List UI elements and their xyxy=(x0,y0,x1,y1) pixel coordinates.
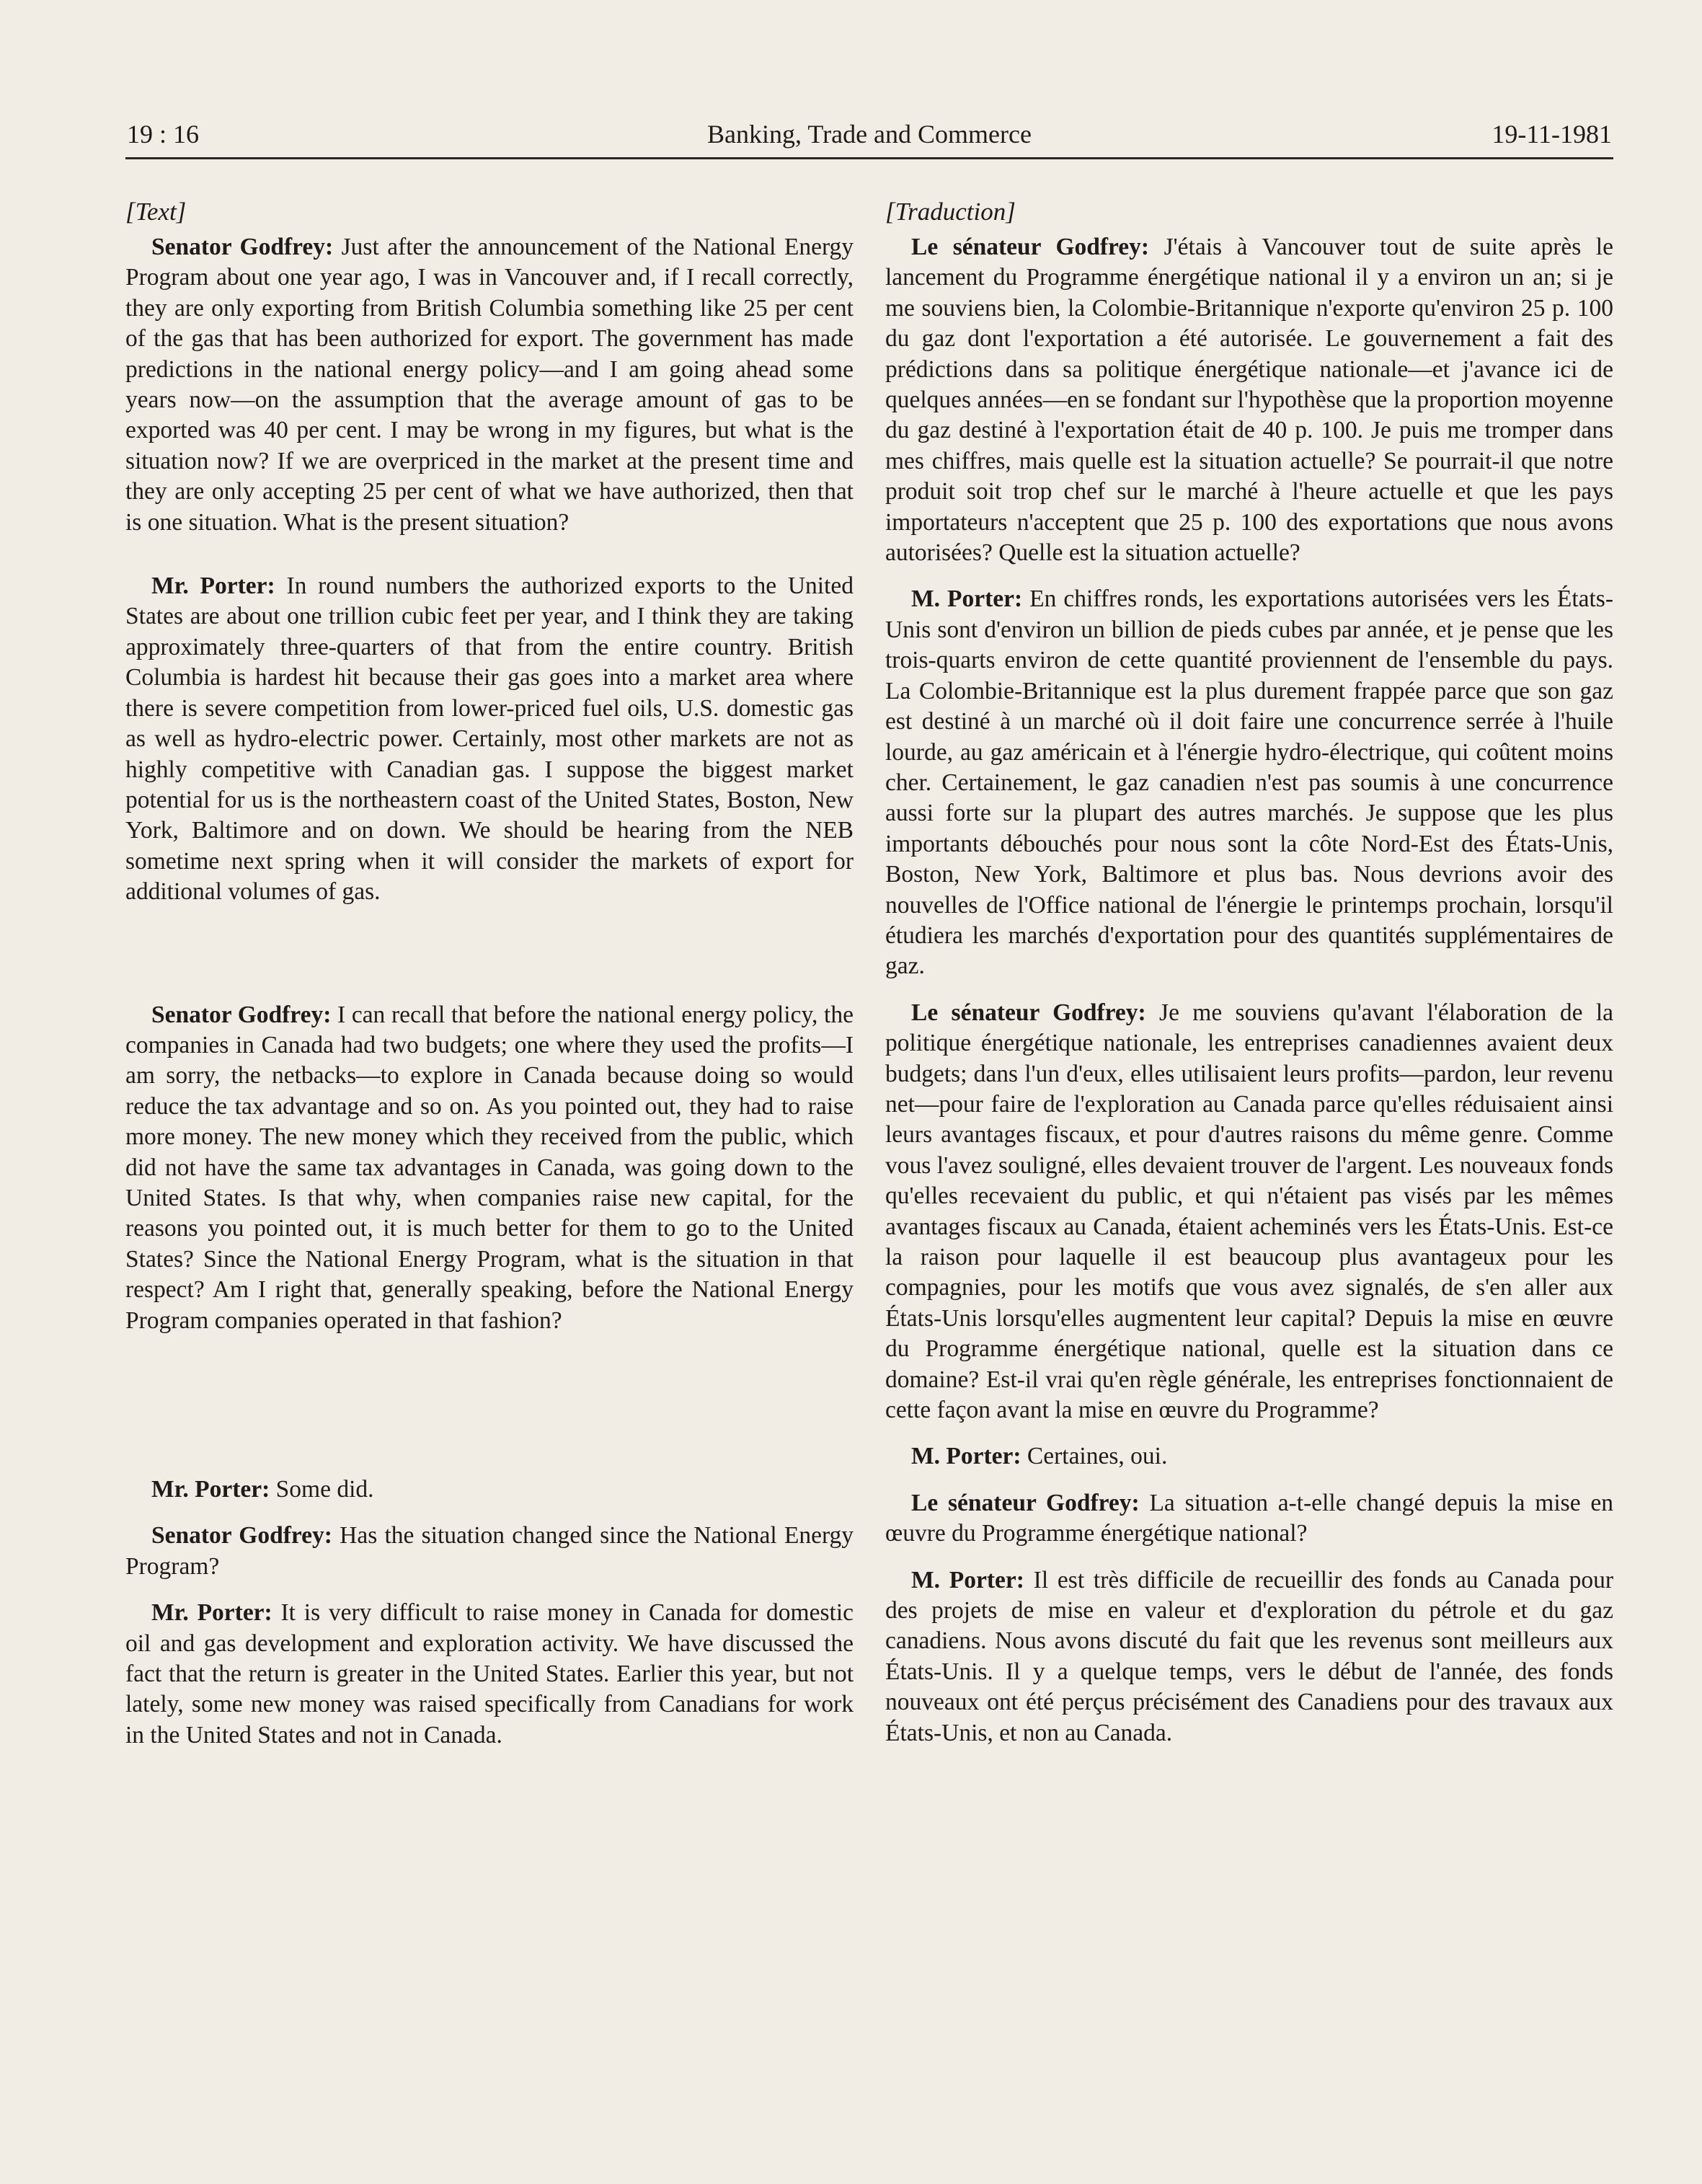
speaker-name: Le sénateur Godfrey: xyxy=(911,1489,1140,1516)
paragraph xyxy=(885,232,1613,568)
speaker-name: Senator Godfrey: xyxy=(151,1522,332,1549)
paragraph-text: Certaines, oui. xyxy=(1021,1443,1168,1470)
speaker-name: Le sénateur Godfrey: xyxy=(911,999,1146,1026)
page-number: 19 : 16 xyxy=(127,120,200,149)
paragraph-text: J'étais à Vancouver tout de suite après le lancement du Programme énergétique national il y a environ un an; si je me souviens bien, la Colombie-Britannique n'exporte qu'environ 25 p. 100 du gaz dont l'exportation a été autorisée. Le gouvernement a fait des prédictions dans sa politique énergétique nationale—et j'avance ici de quelques années—en se fondant sur l'hypothèse que la proportion moyenne du gaz destiné à l'exportation était de 40 p. 100. Je puis me tromper dans mes chiffres, mais quelle est la situation actuelle? Se pourrait-il que notre produit soit trop chef sur le marché à l'heure actuelle et que les pays importateurs n'acceptent que 25 p. 100 des exportations que nous avons autorisées? Quelle est la situation actuelle? xyxy=(885,234,1613,567)
paragraph-text: Has the situation changed since the National Energy Program? xyxy=(125,1522,854,1580)
paragraph xyxy=(125,232,854,538)
paragraph xyxy=(885,584,1613,981)
speaker-name: M. Porter: xyxy=(911,1566,1024,1593)
paragraph-text: Some did. xyxy=(270,1476,374,1503)
speaker-name: Senator Godfrey: xyxy=(151,234,334,260)
paragraph xyxy=(125,1521,854,1582)
speaker-name: M. Porter: xyxy=(911,1443,1021,1470)
paragraph-text: Just after the announcement of the National Energy Program about one year ago, I was in Vancouver and, if I recall correctly, they are only exporting from British Columbia something like 25 per cent of the gas that has been authorized for export. The government has made predictions in the national energy policy—and I am going ahead some years now—on the assumption that the average amount of gas to be exported was 40 per cent. I may be wrong in my figures, but what is the situation now? If we are overpriced in the market at the present time and they are only accepting 25 per cent of what we have authorized, then that is one situation. What is the present situation? xyxy=(125,234,854,536)
paragraph xyxy=(885,1565,1613,1748)
paragraph-text: Je me souviens qu'avant l'élaboration de la politique énergétique nationale, les entreprises canadiennes avaient deux budgets; dans l'un d'eux, elles utilisaient leurs profits—pardon, leur revenu net—pour faire de l'exploration au Canada parce qu'elles réduisaient ainsi leurs avantages fiscaux, et pour d'autres raisons du même genre. Comme vous l'avez souligné, elles devaient trouver de l'argent. Les nouveaux fonds qu'elles recevaient du public, et qui n'étaient pas visés par les mêmes avantages fiscaux au Canada, étaient acheminés vers les États-Unis. Est-ce la raison pour laquelle il est beaucoup plus avantageux pour les compagnies, pour les motifs que vous avez signalés, de s'en aller aux États-Unis lorsqu'elles augmentent leur capital? Depuis la mise en œuvre du Programme énergétique national, quelle est la situation dans ce domaine? Est-il vrai qu'en règle générale, les entreprises fonctionnaient de cette façon avant la mise en œuvre du Programme? xyxy=(885,999,1613,1424)
language-tag: [Traduction] xyxy=(885,198,1016,226)
paragraph-text: Il est très difficile de recueillir des fonds au Canada pour des projets de mise en valeur et d'exploration du pétrole et du gaz canadiens. Nous avons discuté du fait que les revenus sont meilleurs aux États-Unis. Il y a quelque temps, vers le début de l'année, des fonds nouveaux ont été perçus précisément des Canadiens pour des travaux aux États-Unis, et non au Canada. xyxy=(885,1566,1613,1746)
paragraph-text: I can recall that before the national energy policy, the companies in Canada had two budgets; one where they used the profits—I am sorry, the netbacks—to explore in Canada because doing so would reduce the tax advantage and so on. As you pointed out, they had to raise more money. The new money which they received from the public, which did not have the same tax advantages in Canada, was going down to the United States. Is that why, when companies raise new capital, for the reasons you pointed out, it is much better for them to go to the United States? Since the National Energy Program, what is the situation in that respect? Am I right that, generally speaking, before the National Energy Program companies operated in that fashion? xyxy=(125,1001,854,1334)
speaker-name: Senator Godfrey: xyxy=(151,1001,332,1028)
paragraph xyxy=(885,1441,1613,1472)
french-column xyxy=(885,196,1613,1748)
speaker-name: Mr. Porter: xyxy=(151,572,275,600)
english-column xyxy=(125,196,854,1751)
paragraph xyxy=(885,1488,1613,1549)
language-tag: [Text] xyxy=(125,198,187,226)
paragraph-text: En chiffres ronds, les exportations autorisées vers les États-Unis sont d'environ un billion de pieds cubes par année, et je pense que les trois-quarts environ de cette quantité proviennent de l'ensemble du pays. La Colombie-Britannique est la plus durement frappée parce que son gaz est destiné à un marché où il doit faire une concurrence serrée à l'huile lourde, au gaz américain et à l'énergie hydro-électrique, qui coûtent moins cher. Certainement, le gaz canadien n'est pas soumis à une concurrence aussi forte sur la plupart des autres marchés. Je suppose que les plus importants débouchés pour nous sont la côte Nord-Est des États-Unis, Boston, New York, Baltimore et plus bas. Nous devrions avoir des nouvelles de l'Office national de l'énergie le printemps prochain, lorsqu'il étudiera les marchés d'exportation pour des quantités supplémentaires de gaz. xyxy=(885,585,1613,980)
committee-name: Banking, Trade and Commerce xyxy=(707,120,1032,149)
speaker-name: Le sénateur Godfrey: xyxy=(911,234,1150,260)
paragraph-text: La situation a-t-elle changé depuis la mise en œuvre du Programme énergétique national? xyxy=(885,1489,1613,1547)
running-header xyxy=(125,115,1613,159)
speaker-name: M. Porter: xyxy=(911,585,1023,613)
paragraph xyxy=(125,1475,854,1505)
speaker-name: Mr. Porter: xyxy=(151,1476,270,1503)
paragraph-text: In round numbers the authorized exports to the United States are about one trillion cubic feet per year, and I think they are taking approximately three-quarters of that from the entire country. British Columbia is hardest hit because their gas goes into a market area where there is severe competition from lower-priced fuel oils, U.S. domestic gas as well as hydro-electric power. Certainly, most other markets are not as highly competitive with Canadian gas. I suppose the biggest market potential for us is the northeastern coast of the United States, Boston, New York, Baltimore and on down. We should be hearing from the NEB sometime next spring when it will consider the markets of export for additional volumes of gas. xyxy=(125,572,854,906)
speaker-name: Mr. Porter: xyxy=(151,1599,272,1627)
paragraph xyxy=(125,1598,854,1751)
paragraph-text: It is very difficult to raise money in Canada for domestic oil and gas development and exploration activity. We have discussed the fact that the return is greater in the United States. Earlier this year, but not lately, some new money was raised specifically from Canadians for work in the United States and not in Canada. xyxy=(125,1599,854,1748)
paragraph xyxy=(125,1000,854,1336)
sitting-date: 19-11-1981 xyxy=(1492,120,1612,149)
paragraph xyxy=(885,998,1613,1426)
paragraph xyxy=(125,571,854,907)
